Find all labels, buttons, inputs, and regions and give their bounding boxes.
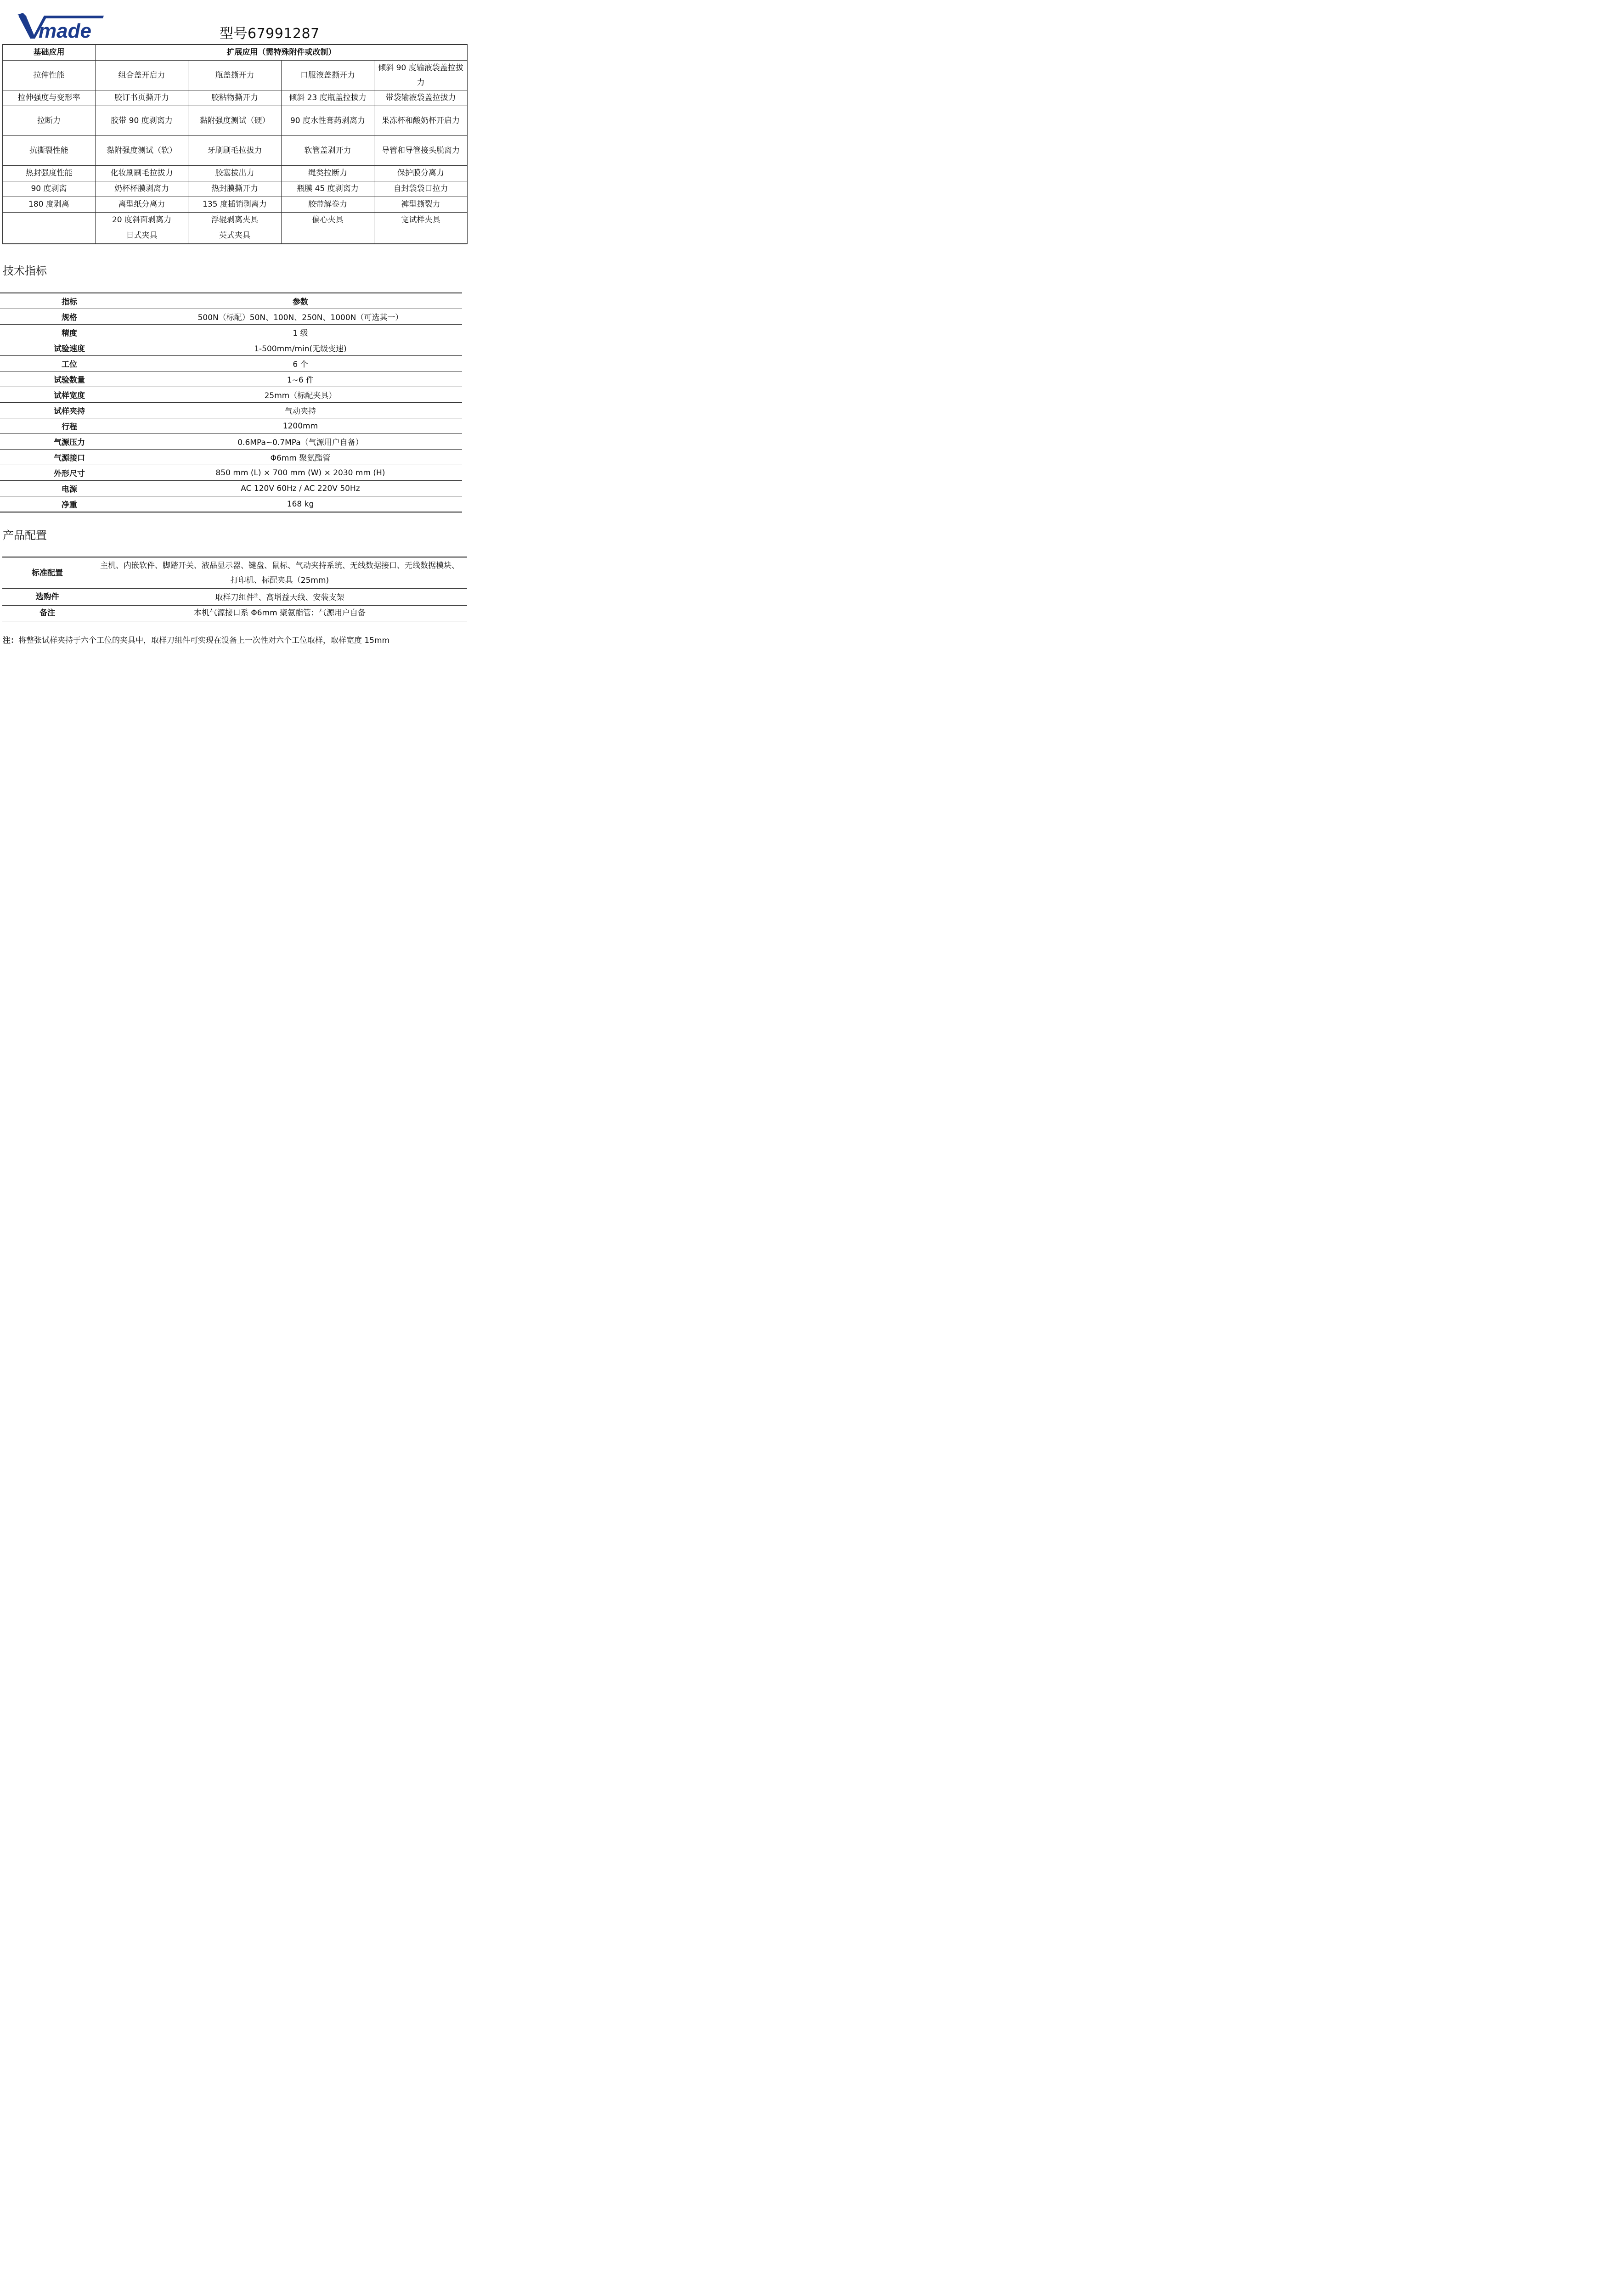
basic-application-cell	[3, 213, 96, 228]
extended-application-cell: 离型纸分离力	[96, 197, 188, 213]
optional-items-rest: 、高增益天线、安装支架	[258, 593, 344, 602]
spec-key: 试样宽度	[0, 387, 139, 403]
application-row	[3, 61, 468, 90]
spec-key: 工位	[0, 356, 139, 371]
spec-key: 精度	[0, 325, 139, 340]
config-remark-value: 本机气源接口系 Φ6mm 聚氨酯管；气源用户自备	[92, 605, 467, 621]
extended-application-cell: 90 度水性膏药剥离力	[282, 106, 374, 136]
spec-key: 电源	[0, 481, 139, 496]
extended-application-cell: 组合盖开启力	[96, 61, 188, 90]
config-table	[2, 557, 467, 622]
config-standard-value: 主机、内嵌软件、脚踏开关、液晶显示器、键盘、鼠标、气动夹持系统、无线数据接口、无线数据模块、打印机、标配夹具（25mm)	[92, 557, 467, 589]
spec-key: 试样夹持	[0, 403, 139, 418]
spec-row	[0, 496, 462, 512]
config-remark-key: 备注	[2, 605, 92, 621]
config-row-standard	[2, 557, 467, 589]
application-row	[3, 181, 468, 197]
extended-application-cell: 胶带解卷力	[282, 197, 374, 213]
extended-application-cell	[282, 228, 374, 244]
extended-application-cell: 瓶膜 45 度剥离力	[282, 181, 374, 197]
extended-application-cell: 黏附强度测试（硬）	[188, 106, 282, 136]
config-row-remark	[2, 605, 467, 621]
basic-application-cell: 拉伸强度与变形率	[3, 90, 96, 106]
extended-application-cell: 自封袋袋口拉力	[374, 181, 468, 197]
extended-application-cell: 化妆刷刷毛拉拔力	[96, 166, 188, 181]
application-row	[3, 136, 468, 166]
spec-value: 25mm（标配夹具）	[139, 387, 462, 403]
extended-applications-header: 扩展应用（需特殊附件或改制）	[96, 45, 468, 61]
optional-item-sampler: 取样刀组件	[215, 593, 254, 602]
extended-application-cell: 奶杯杯膜剥离力	[96, 181, 188, 197]
extended-application-cell: 胶带 90 度剥离力	[96, 106, 188, 136]
extended-application-cell: 果冻杯和酸奶杯开启力	[374, 106, 468, 136]
extended-application-cell: 英式夹具	[188, 228, 282, 244]
spec-row	[0, 371, 462, 387]
footnote-label: 注：	[3, 636, 18, 645]
extended-application-cell: 胶订书页撕开力	[96, 90, 188, 106]
spec-row	[0, 309, 462, 325]
vmade-logo	[17, 12, 107, 40]
specs-key-header: 指标	[0, 293, 139, 309]
extended-application-cell: 日式夹具	[96, 228, 188, 244]
basic-application-cell	[3, 228, 96, 244]
spec-value: 气动夹持	[139, 403, 462, 418]
application-row	[3, 228, 468, 244]
spec-row	[0, 481, 462, 496]
specs-body	[0, 309, 462, 512]
spec-key: 净重	[0, 496, 139, 512]
config-optional-key: 选购件	[2, 589, 92, 606]
specs-header-row	[0, 293, 462, 309]
spec-value: 168 kg	[139, 496, 462, 512]
extended-application-cell: 胶粘物撕开力	[188, 90, 282, 106]
model-title: 型号67991287	[220, 26, 320, 42]
basic-application-cell: 热封强度性能	[3, 166, 96, 181]
extended-application-cell: 偏心夹具	[282, 213, 374, 228]
spec-key: 外形尺寸	[0, 465, 139, 481]
application-row	[3, 166, 468, 181]
spec-key: 气源接口	[0, 450, 139, 465]
basic-application-cell: 抗撕裂性能	[3, 136, 96, 166]
basic-application-cell: 拉断力	[3, 106, 96, 136]
spec-row	[0, 403, 462, 418]
extended-application-cell: 软管盖剥开力	[282, 136, 374, 166]
spec-value: 1 级	[139, 325, 462, 340]
applications-table	[2, 44, 468, 244]
extended-application-cell: 保护膜分离力	[374, 166, 468, 181]
extended-application-cell: 135 度插销剥离力	[188, 197, 282, 213]
extended-application-cell: 倾斜 23 度瓶盖拉拔力	[282, 90, 374, 106]
spec-row	[0, 340, 462, 356]
spec-value: 500N（标配）50N、100N、250N、1000N（可选其一）	[139, 309, 462, 325]
extended-application-cell: 牙刷刷毛拉拔力	[188, 136, 282, 166]
extended-application-cell: 裤型撕裂力	[374, 197, 468, 213]
specs-table	[0, 292, 462, 513]
spec-key: 试验速度	[0, 340, 139, 356]
logo-wordmark: made	[39, 20, 91, 40]
specs-value-header: 参数	[139, 293, 462, 309]
spec-row	[0, 387, 462, 403]
config-section-title: 产品配置	[3, 529, 47, 542]
extended-application-cell: 20 度斜面剥离力	[96, 213, 188, 228]
spec-value: AC 120V 60Hz / AC 220V 50Hz	[139, 481, 462, 496]
spec-key: 气源压力	[0, 434, 139, 450]
application-row	[3, 106, 468, 136]
spec-key: 规格	[0, 309, 139, 325]
specs-section-title: 技术指标	[3, 264, 47, 277]
footnote	[3, 634, 389, 645]
basic-applications-header: 基础应用	[3, 45, 96, 61]
page-header	[0, 0, 470, 44]
spec-row	[0, 418, 462, 434]
basic-application-cell: 拉伸性能	[3, 61, 96, 90]
footnote-text: 将整张试样夹持于六个工位的夹具中，取样刀组件可实现在设备上一次性对六个工位取样，取样宽度 15mm	[18, 636, 390, 645]
extended-application-cell: 带袋输液袋盖拉拔力	[374, 90, 468, 106]
applications-header-row	[3, 45, 468, 61]
extended-application-cell: 瓶盖撕开力	[188, 61, 282, 90]
spec-value: 1200mm	[139, 418, 462, 434]
spec-row	[0, 450, 462, 465]
application-row	[3, 197, 468, 213]
extended-application-cell: 倾斜 90 度输液袋盖拉拔力	[374, 61, 468, 90]
config-standard-key: 标准配置	[2, 557, 92, 589]
spec-row	[0, 356, 462, 371]
extended-application-cell: 黏附强度测试（软）	[96, 136, 188, 166]
spec-key: 行程	[0, 418, 139, 434]
extended-application-cell: 宽试样夹具	[374, 213, 468, 228]
config-optional-value	[92, 589, 467, 606]
extended-application-cell: 导管和导管接头脱离力	[374, 136, 468, 166]
spec-row	[0, 465, 462, 481]
application-row	[3, 90, 468, 106]
basic-application-cell: 90 度剥离	[3, 181, 96, 197]
extended-application-cell: 绳类拉断力	[282, 166, 374, 181]
spec-value: 1-500mm/min(无级变速)	[139, 340, 462, 356]
spec-row	[0, 434, 462, 450]
applications-body	[3, 61, 468, 244]
note-marker: 注	[254, 594, 259, 598]
spec-value: 1~6 件	[139, 371, 462, 387]
extended-application-cell: 口服液盖撕开力	[282, 61, 374, 90]
extended-application-cell: 浮辊剥离夹具	[188, 213, 282, 228]
application-row	[3, 213, 468, 228]
spec-row	[0, 325, 462, 340]
spec-value: 0.6MPa~0.7MPa（气源用户自备）	[139, 434, 462, 450]
spec-value: 850 mm (L) × 700 mm (W) × 2030 mm (H)	[139, 465, 462, 481]
extended-application-cell	[374, 228, 468, 244]
spec-key: 试验数量	[0, 371, 139, 387]
spec-value: Φ6mm 聚氨酯管	[139, 450, 462, 465]
extended-application-cell: 热封膜撕开力	[188, 181, 282, 197]
basic-application-cell: 180 度剥离	[3, 197, 96, 213]
config-row-optional	[2, 589, 467, 606]
extended-application-cell: 胶塞拔出力	[188, 166, 282, 181]
spec-value: 6 个	[139, 356, 462, 371]
